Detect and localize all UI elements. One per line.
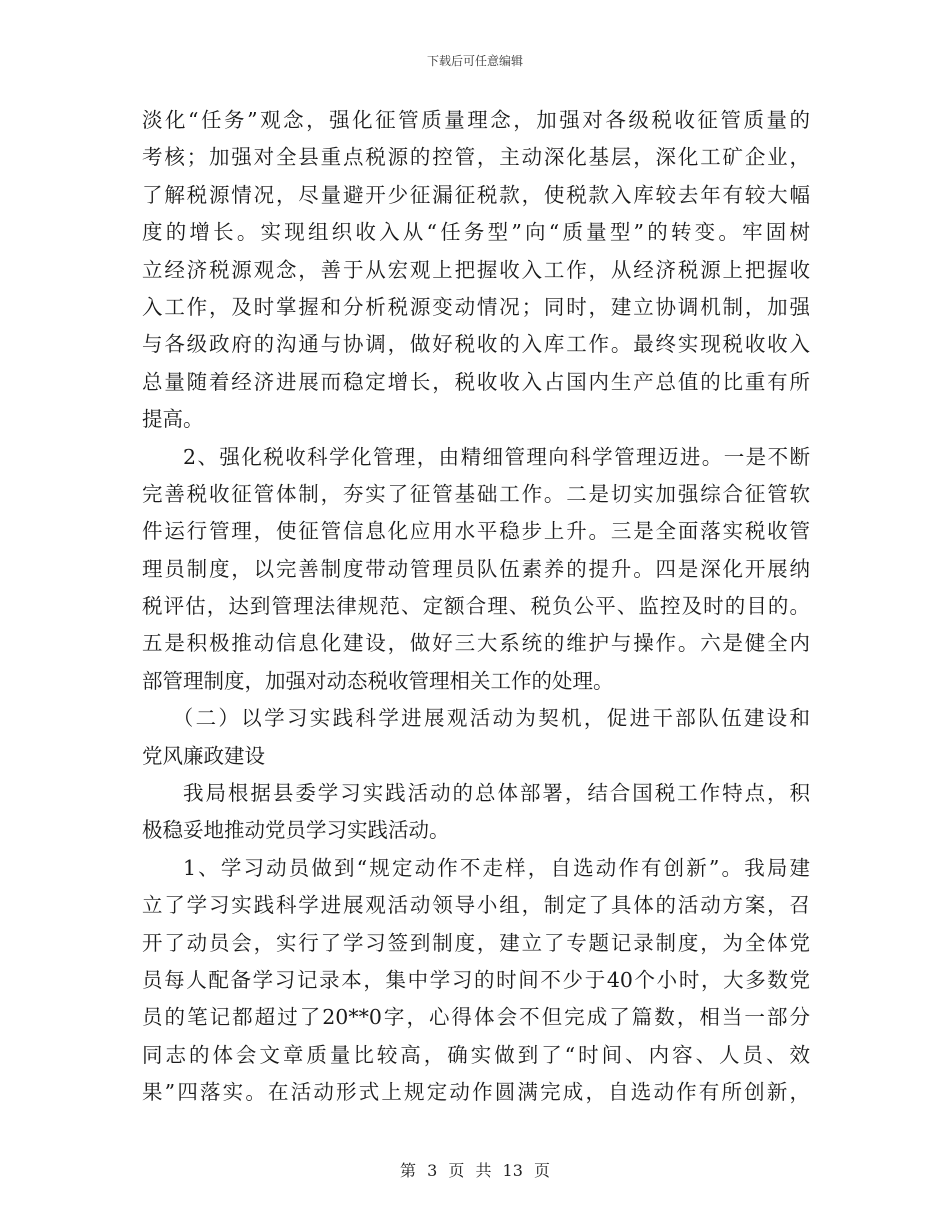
text-line: 入工作，及时掌握和分析税源变动情况；同时，建立协调机制，加强 [142, 294, 810, 319]
text-line: 考核；加强对全县重点税源的控管，主动深化基层，深化工矿企业， [142, 145, 810, 170]
text-line: （二）以学习实践科学进展观活动为契机，促进干部队伍建设和 [172, 706, 810, 731]
text-line: 与各级政府的沟通与协调，做好税收的入库工作。最终实现税收收入 [142, 332, 810, 357]
page-footer: 第 3 页 共 13 页 [400, 1161, 550, 1180]
text-line: 2、强化税收科学化管理，由精细管理向科学管理迈进。一是不断 [183, 444, 810, 469]
document-body [142, 102, 810, 1112]
text-line: 立了学习实践科学进展观活动领导小组，制定了具体的活动方案，召 [142, 893, 810, 918]
page-header: 下载后可任意编辑 [426, 54, 523, 68]
text-line: 党风廉政建设 [142, 743, 265, 768]
text-line: 同志的体会文章质量比较高，确实做到了“时间、内容、人员、效 [142, 1042, 810, 1067]
text-line: 总量随着经济进展而稳定增长，税收收入占国内生产总值的比重有所 [142, 369, 810, 394]
text-line: 我局根据县委学习实践活动的总体部署，结合国税工作特点，积 [183, 781, 810, 806]
text-line: 件运行管理，使征管信息化应用水平稳步上升。三是全面落实税收管 [142, 519, 810, 544]
text-line: 税评估，达到管理法律规范、定额合理、税负公平、监控及时的目的。 [142, 594, 810, 619]
text-line: 了解税源情况，尽量避开少征漏征税款，使税款入库较去年有较大幅 [142, 182, 810, 207]
text-line: 理员制度，以完善制度带动管理员队伍素养的提升。四是深化开展纳 [142, 556, 810, 581]
text-line: 淡化“任务”观念，强化征管质量理念，加强对各级税收征管质量的 [142, 108, 810, 132]
text-line: 完善税收征管体制，夯实了征管基础工作。二是切实加强综合征管软 [142, 481, 810, 506]
text-line: 果”四落实。在活动形式上规定动作圆满完成，自选动作有所创新， [142, 1080, 810, 1105]
text-line: 员的笔记都超过了20**0字，心得体会不但完成了篇数，相当一部分 [142, 1005, 810, 1030]
text-line: 提高。 [142, 407, 204, 432]
text-line: 五是积极推动信息化建设，做好三大系统的维护与操作。六是健全内 [142, 631, 810, 656]
text-line: 极稳妥地推动党员学习实践活动。 [142, 818, 450, 843]
text-line: 度的增长。实现组织收入从“任务型”向“质量型”的转变。牢固树 [142, 220, 810, 245]
text-line: 开了动员会，实行了学习签到制度，建立了专题记录制度，为全体党 [142, 930, 810, 955]
text-line: 部管理制度，加强对动态税收管理相关工作的处理。 [142, 668, 614, 693]
text-line: 立经济税源观念，善于从宏观上把握收入工作，从经济税源上把握收 [142, 257, 810, 282]
text-line: 员每人配备学习记录本，集中学习的时间不少于40个小时，大多数党 [142, 967, 810, 992]
text-line: 1、学习动员做到“规定动作不走样，自选动作有创新”。我局建 [183, 855, 810, 880]
